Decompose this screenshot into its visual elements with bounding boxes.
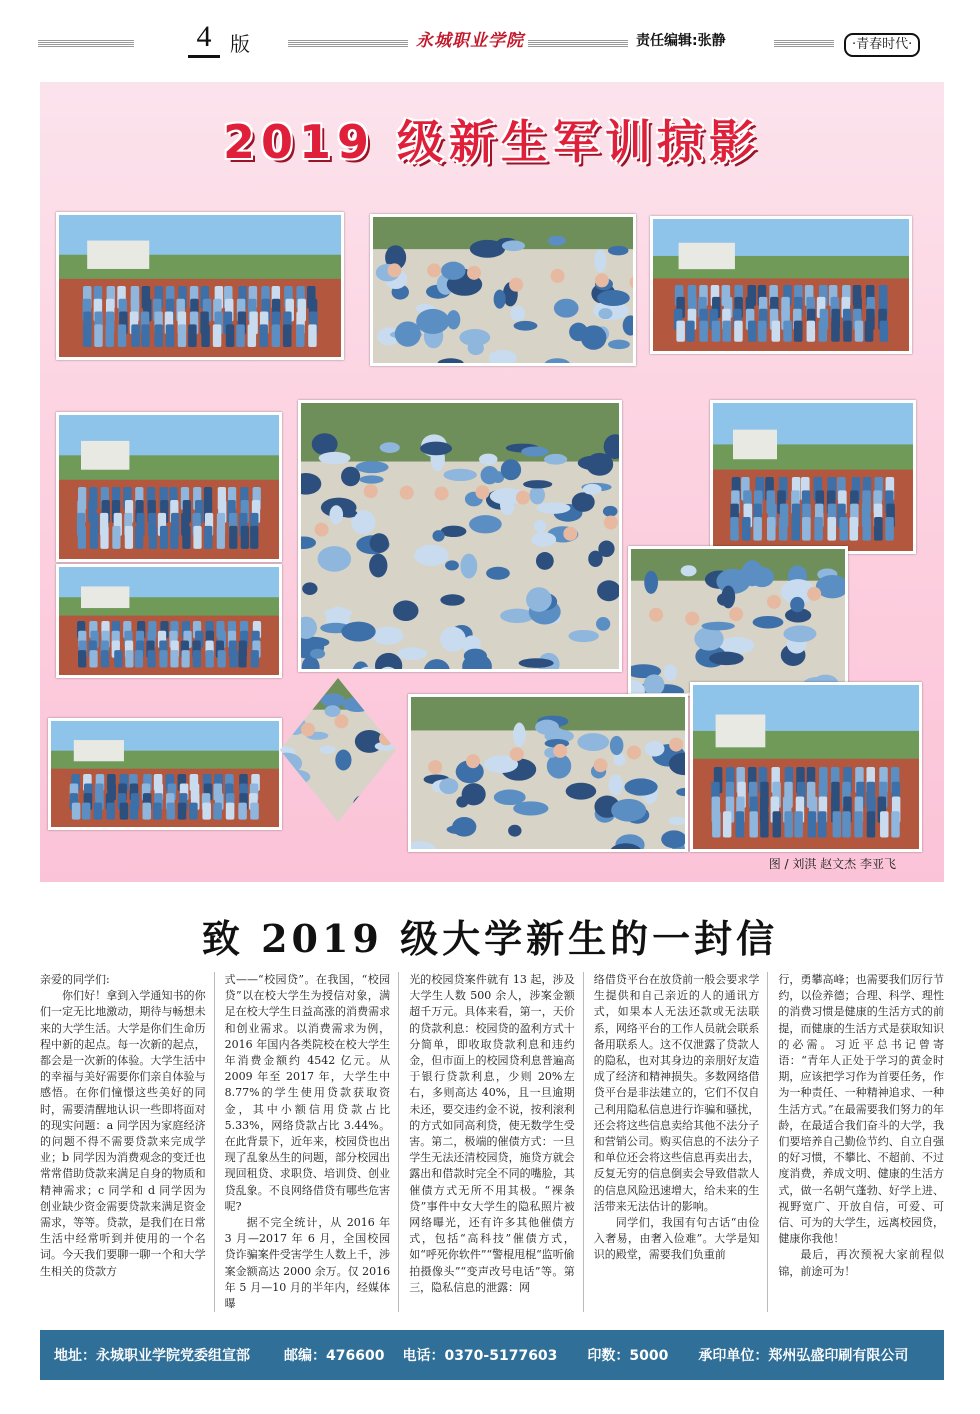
letter-column-3 <box>409 972 584 1312</box>
letter-salutation: 亲爱的同学们: <box>40 973 110 986</box>
school-logo: 永城职业学院 <box>416 31 524 51</box>
photo-boxing-drill <box>298 400 622 672</box>
editor-credit: 责任编辑:张静 <box>636 33 726 49</box>
photo-diamond-portrait <box>280 678 396 822</box>
photo-formation-track <box>56 212 344 360</box>
letter-paragraph: 络借贷平台在放贷前一般会要求学生提供和自己亲近的人的通讯方式，如果本人无法还款或无法联系，网络平台的工作人员就会联系备用联系人。这不仅泄露了贷款人的隐私，也对其身边的亲朋好友造成了经济和精神损失。多数网络借贷平台是非法建立的，它们不仅自己利用隐私信息进行诈骗和骚扰，还会将这些信息卖给其他不法分子和营销公司。购买信息的不法分子和单位还会将这些信息再卖出去，反复无穷的信息倒卖会导致借款人的信息风险迅速增大，给未来的生活带来无法估计的影响。 <box>593 973 760 1213</box>
photo-image <box>301 403 619 669</box>
photo-camo-crowd <box>408 694 688 852</box>
photo-resting-students <box>48 718 282 830</box>
photo-group-portrait <box>650 216 912 354</box>
photo-image <box>59 415 279 559</box>
page-suffix: 版 <box>230 32 250 56</box>
photo-image <box>59 567 279 675</box>
letter-paragraph: 光的校园贷案件就有 13 起，涉及大学生人数 500 余人，涉案金额超千万元。具体来看，第一，天价的贷款利息：校园贷的盈利方式十分简单，即收取贷款利息和违约金，但市面上的校园贷利息普遍高于银行贷款利息，少则 20%左右，多则高达 40%，且一旦逾期未还，要交违约金不说，按利滚利的方式如同高利贷，使无数学生受害。第二，极端的催债方式：一旦学生无法还清校园贷，施贷方就会露出和借款时完全不同的嘴脸，其催债方式无所不用其极。“裸条贷”事件中女大学生的隐私照片被网络曝光，还有许多其他催债方式，包括“高科技”催债方式，如“呼死你软件”“警棍甩棍“监听偷拍摄像头”“变声改号电话”等。第三，隐私信息的泄露：网 <box>409 973 575 1294</box>
photo-credit: 图 / 刘淇 赵文杰 李亚飞 <box>768 857 896 871</box>
photo-image <box>280 678 396 822</box>
photo-field-drill <box>690 682 922 852</box>
photo-image <box>51 721 279 827</box>
letter-column-2 <box>225 972 400 1312</box>
photo-row-drill <box>370 214 636 366</box>
masthead <box>38 18 942 64</box>
photo-stadium-squad <box>56 412 282 562</box>
footer-copies: 印数：5000 <box>587 1348 669 1364</box>
photo-image <box>713 403 913 551</box>
letter-column-5 <box>778 972 944 1312</box>
letter-body <box>40 972 944 1312</box>
footer-bar <box>40 1330 944 1380</box>
letter-paragraph: 据不完全统计，从 2016 年 3 月—2017 年 6 月，全国校园贷诈骗案件受害学生人数上千，涉案金额高达 2000 余万。仅 2016 年 5 月—10 月的半年内，经媒体曝 <box>224 1216 391 1311</box>
letter-paragraph: 式——“校园贷”。在我国，“校园贷”以在校大学生为授信对象，满足在校大学生日益高涨的消费需求和创业需求。以消费需求为例，2016 年国内各类院校在校大学生年消费金额约 4542 亿元。从 2009 年至 2017 年，大学生中 8.77%的学生使用贷款获取资金，其中小额信用贷款占比 5.33%，网络贷款占比 3.44%。在此背景下，近年来，校园贷也出现了乱象丛生的问题，部分校园出现回租贷、求职贷、培训贷、创业贷乱象。不良网络借贷有哪些危害呢? <box>224 973 391 1213</box>
masthead-stripe-far <box>774 40 834 48</box>
letter-paragraph: 你们好！拿到入学通知书的你们一定无比地激动，期待与畅想未来的大学生活。大学是你们生命历程中新的起点。每一次新的起点，都会是一次新的体验。大学生活中的幸福与美好需要你们亲自体验与感悟。在你们憧憬这些美好的同时，需要清醒地认识一些即将面对的现实问题：a 同学因为家庭经济的问题不得不需要贷款来完成学业；b 同学因为消费观念的变迁也常常借助贷款来满足自身的物质和精神需求；c 同学和 d 同学因为创业缺少资金需要贷款来满足资金需求，等等。贷款，是我们在日常生活中经常听到并使用的一个名词。今天我们要聊一聊一个和大学生相关的贷款方 <box>40 989 206 1278</box>
column-tag: ·青春时代· <box>844 33 920 57</box>
footer-printer: 承印单位：郑州弘盛印刷有限公司 <box>698 1348 909 1364</box>
masthead-stripe-right <box>528 40 628 48</box>
photo-image <box>411 697 685 849</box>
photo-image <box>693 685 919 849</box>
footer-postcode: 邮编：476600 <box>284 1348 385 1364</box>
footer-address: 地址：永城职业学院党委组宣部 <box>54 1348 250 1364</box>
footer-phone: 电话：0370-5177603 <box>402 1348 558 1364</box>
letter-closing: 最后，再次预祝大家前程似锦，前途可为！ <box>778 1248 944 1278</box>
photo-image <box>631 549 845 693</box>
photo-image <box>373 217 633 363</box>
letter-title: 致 2019 级大学新生的一封信 <box>201 916 779 961</box>
masthead-stripe-left <box>38 40 134 48</box>
photo-street-fighting <box>710 400 916 554</box>
photo-march-ranks <box>628 546 848 696</box>
letter-paragraph: 行，勇攀高峰；也需要我们厉行节约，以俭养德；合理、科学、理性的消费习惯是健康的生活方式的前提，而健康的生活方式是获取知识的必需。习近平总书记曾寄语：“青年人正处于学习的黄金时期，应该把学习作为首要任务，作为一种责任、一种精神追求、一种生活方式。”在最需要我们努力的年龄，在最适合我们奋斗的大学，我们要培养自己勤俭节约、自立自强的好习惯，不攀比、不超前、不过度消费，养成文明、健康的生活方式，做一名朝气蓬勃、好学上进、视野宽广、开放自信，可爱、可信、可为的大学生，远离校园贷，健康你我他！ <box>778 973 944 1246</box>
letter-column-1 <box>40 972 215 1312</box>
photo-feature-panel <box>40 82 944 882</box>
letter-column-4 <box>594 972 769 1312</box>
photo-campus-lines <box>56 564 282 678</box>
letter-paragraph: 同学们，我国有句古话“由俭入奢易，由奢入俭难”。大学是知识的殿堂，需要我们负重前 <box>593 1216 760 1262</box>
photo-image <box>653 219 909 351</box>
feature-title: 2019 级新生军训掠影 <box>222 115 762 169</box>
masthead-stripe-mid <box>288 40 408 48</box>
page-number: 4 <box>186 20 222 54</box>
photo-image <box>59 215 341 357</box>
